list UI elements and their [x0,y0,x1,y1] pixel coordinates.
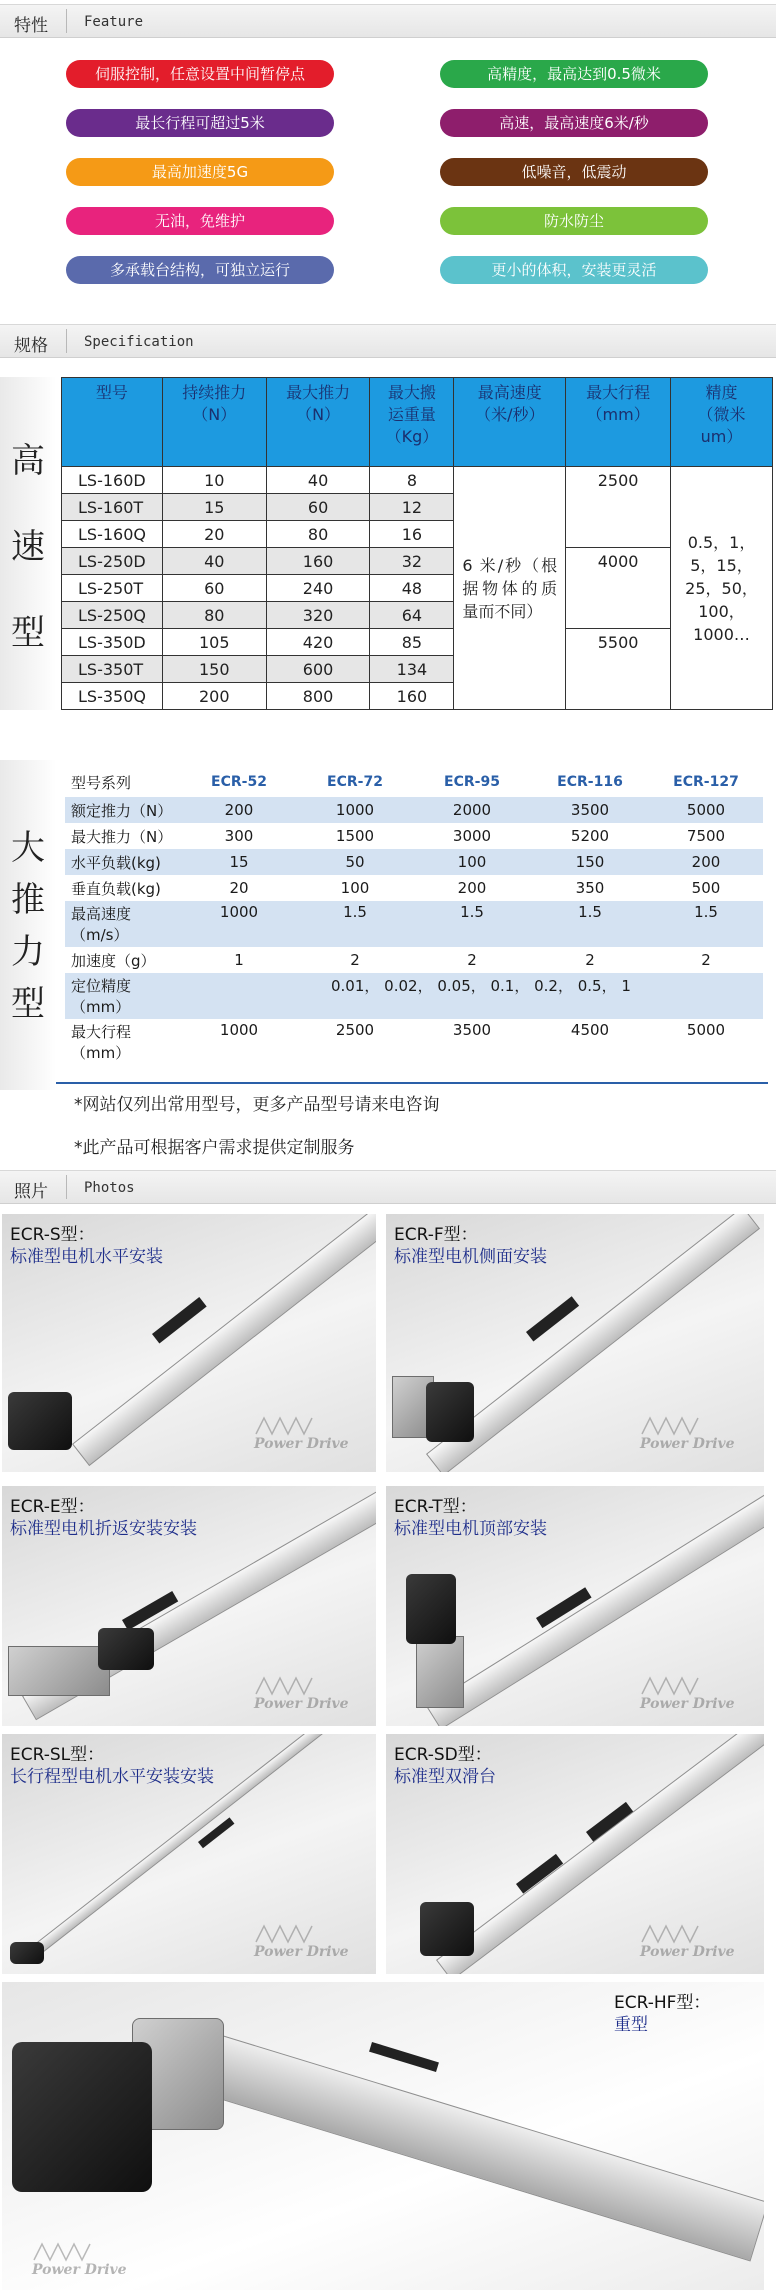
feature-pill: 最高加速度5G [66,158,334,186]
series-header: ECR-52 [211,774,267,790]
row-label [65,973,181,1019]
cell-value: 1.5 [531,901,649,947]
cell-cont: 20 [162,521,266,548]
cell-value: 4500 [570,1021,610,1039]
cell-cont: 10 [162,467,266,494]
cell-load: 64 [370,602,454,629]
row-label-line: 定位精度 [71,977,132,995]
high-thrust-spec-table [65,767,763,1065]
power-drive-watermark: Power Drive [640,1414,735,1452]
cell-model: LS-350D [62,629,163,656]
cell-cont: 15 [162,494,266,521]
table-row [65,875,763,901]
gearbox [416,1636,464,1708]
table-row [62,467,773,494]
column-header-line: 运重量 [387,405,436,424]
cell-load: 134 [370,656,454,683]
column-header-line: 型号 [95,383,128,402]
cell-speed: 6 米/秒（根据物体的质量而不同） [454,467,566,710]
carriage [152,1297,207,1343]
cell-max: 160 [266,548,370,575]
column-header-line: （N） [192,405,237,424]
table-row [65,797,763,823]
column-header-line: 最大行程 [586,383,651,402]
row-label-unit: （m/s） [71,926,129,944]
feature-pill: 更小的体积，安装更灵活 [440,256,708,284]
photos-header-en: Photos [84,1180,135,1196]
cell-value: 2 [350,951,360,969]
table-row [62,548,773,575]
cell-value: 7500 [686,827,726,845]
note-custom: *此产品可根据客户需求提供定制服务 [74,1138,355,1158]
cell-value: 5200 [570,827,610,845]
column-header-line: 精度 [705,383,738,402]
cell-load: 16 [370,521,454,548]
cell-value: 1000 [297,797,413,823]
series-header: ECR-116 [557,774,623,790]
cell-max: 420 [266,629,370,656]
cell-value: 1000 [219,1021,259,1039]
cell-value: 5000 [686,1021,726,1039]
photo-title: ECR-E型： [10,1497,95,1517]
cell-value: 100 [413,849,531,875]
cell-max: 40 [266,467,370,494]
column-header [566,378,671,467]
photo-title: ECR-T型： [394,1497,477,1517]
header-divider [66,9,67,33]
column-header-line: 持续推力 [182,383,247,402]
column-header-line: （N） [296,405,341,424]
note-models: *网站仅列出常用型号，更多产品型号请来电咨询 [74,1095,440,1115]
side-char: 推 [11,880,45,920]
photo-desc: 标准型电机折返安装安装 [10,1519,197,1539]
photo-desc: 标准型电机顶部安装 [394,1519,547,1539]
servo-motor [426,1382,474,1442]
cell-value: 1.5 [649,901,763,947]
carriage [369,2042,439,2072]
photo-ecr-f [386,1214,764,1472]
cell-cont: 150 [162,656,266,683]
cell-model: LS-250Q [62,602,163,629]
cell-value: 1500 [335,827,375,845]
photo-title: ECR-S型： [10,1225,95,1245]
high-speed-spec-table [61,377,773,710]
cell-value: 5000 [649,797,763,823]
row-label [65,947,181,973]
cell-load: 12 [370,494,454,521]
cell-stroke: 5500 [566,629,671,710]
table-row [65,901,763,947]
cell-model: LS-160Q [62,521,163,548]
table-row [65,823,763,849]
column-header-line: （mm） [586,405,650,424]
photo-ecr-e [2,1486,376,1726]
table-row [65,849,763,875]
photo-ecr-hf [2,1982,764,2290]
cell-value: 500 [691,879,721,897]
power-drive-watermark: Power Drive [254,1414,349,1452]
cell-value: 150 [531,849,649,875]
side-char: 高 [11,441,45,481]
cell-model: LS-350Q [62,683,163,710]
cell-value: 100 [340,879,370,897]
feature-pill: 多承载台结构，可独立运行 [66,256,334,284]
side-char: 力 [11,932,45,972]
carriage [526,1296,579,1341]
series-header: ECR-95 [444,774,500,790]
row-label-line: 垂直负载(kg) [71,879,161,898]
side-char: 速 [11,527,45,567]
cell-value: 200 [457,879,487,897]
cell-max: 320 [266,602,370,629]
cell-max: 600 [266,656,370,683]
table-header-row [65,767,763,797]
cell-model: LS-350T [62,656,163,683]
feature-header [0,4,776,38]
column-header-line: （米/秒） [475,405,545,424]
photo-title: ECR-F型： [394,1225,478,1245]
header-divider [66,1175,67,1199]
cell-cont: 200 [162,683,266,710]
cell-value: 3500 [452,1021,492,1039]
cell-value: 20 [229,879,249,897]
photo-desc: 长行程型电机水平安装安装 [10,1767,214,1787]
cell-value: 1.5 [413,901,531,947]
side-char: 大 [11,828,45,868]
photo-title: ECR-SD型： [394,1745,492,1765]
row-label-line: 最大推力（N） [71,827,173,846]
photo-ecr-s [2,1214,376,1472]
feature-header-cn: 特性 [14,16,48,36]
column-header [266,378,370,467]
cell-load: 48 [370,575,454,602]
cell-value: 2 [701,951,711,969]
power-drive-watermark: Power Drive [254,1922,349,1960]
feature-pill: 高精度，最高达到0.5微米 [440,60,708,88]
linear-rail [194,2032,764,2261]
header-divider [66,329,67,353]
cell-model: LS-160D [62,467,163,494]
row-label [65,849,181,875]
photo-ecr-sl [2,1734,376,1974]
series-header: ECR-127 [673,774,739,790]
cell-value: 1 [234,951,244,969]
cell-model: LS-250D [62,548,163,575]
row-label [65,901,181,947]
cell-value: 2 [467,951,477,969]
table-row [65,973,763,1019]
photo-title: ECR-SL型： [10,1745,105,1765]
high-thrust-side-title [0,760,56,1090]
cell-value: 300 [224,827,254,845]
row-label-line: 水平负载(kg) [71,853,161,872]
cell-value: 2 [585,951,595,969]
row-label-line: 最大行程 [71,1023,132,1041]
power-drive-watermark: Power Drive [640,1674,735,1712]
side-char: 型 [11,984,45,1024]
column-header-line: 最高速度 [477,383,542,402]
table-header-row [62,378,773,467]
row-label-unit: （mm） [71,1044,131,1062]
row-label [65,797,181,823]
column-header [62,378,163,467]
column-header [671,378,773,467]
row-label [65,875,181,901]
cell-cont: 60 [162,575,266,602]
spec-header [0,324,776,358]
feature-header-en: Feature [84,14,144,30]
cell-value: 200 [649,849,763,875]
photos-header [0,1170,776,1204]
cell-value: 1000 [181,901,297,947]
feature-pill: 伺服控制，任意设置中间暂停点 [66,60,334,88]
cell-stroke: 2500 [566,467,671,548]
photo-desc: 标准型电机侧面安装 [394,1247,547,1267]
cell-load: 160 [370,683,454,710]
photo-title: ECR-HF型： [614,1993,711,2013]
side-char: 型 [11,613,45,653]
table-row [62,629,773,656]
feature-pill: 最长行程可超过5米 [66,109,334,137]
feature-pill: 低噪音，低震动 [440,158,708,186]
spec-header-cn: 规格 [14,336,48,356]
cell-load: 32 [370,548,454,575]
row-label [65,823,181,849]
cell-precision: 0.01， 0.02， 0.05， 0.1， 0.2， 0.5， 1 [181,973,763,1019]
feature-pill: 高速，最高速度6米/秒 [440,109,708,137]
row-label-line: 最高速度 [71,905,132,923]
power-drive-watermark: Power Drive [32,2240,127,2278]
column-header-line: um） [700,427,743,446]
cell-value: 2000 [413,797,531,823]
table-bottom-rule [56,1082,768,1084]
column-header-line: （微米 [697,405,746,424]
column-header [370,378,454,467]
row-label-line: 加速度（g） [71,951,156,970]
row-label-unit: （mm） [71,998,131,1016]
cell-model: LS-160T [62,494,163,521]
series-header: ECR-72 [327,774,383,790]
row-label-line: 额定推力（N） [71,801,173,820]
cell-value: 3000 [452,827,492,845]
feature-pill: 无油，免维护 [66,207,334,235]
power-drive-watermark: Power Drive [640,1922,735,1960]
servo-motor [98,1628,154,1670]
cell-cont: 105 [162,629,266,656]
cell-value: 2500 [335,1021,375,1039]
cell-value: 1.5 [297,901,413,947]
spec-header-en: Specification [84,334,194,350]
photo-desc: 重型 [614,2015,648,2035]
table-row [65,947,763,973]
servo-motor [8,1392,72,1450]
servo-motor [12,2042,152,2192]
high-speed-side-title [0,377,56,710]
photo-ecr-t [386,1486,764,1726]
cell-value: 200 [181,797,297,823]
servo-motor [406,1574,456,1644]
power-drive-watermark: Power Drive [254,1674,349,1712]
servo-motor [10,1942,44,1964]
cell-load: 85 [370,629,454,656]
cell-model: LS-250T [62,575,163,602]
column-header [454,378,566,467]
feature-pill: 防水防尘 [440,207,708,235]
photos-header-cn: 照片 [14,1182,48,1202]
cell-value: 50 [297,849,413,875]
header-label: 型号系列 [71,773,132,792]
cell-value: 15 [181,849,297,875]
photo-desc: 标准型电机水平安装 [10,1247,163,1267]
cell-load: 8 [370,467,454,494]
cell-value: 3500 [531,797,649,823]
cell-max: 60 [266,494,370,521]
cell-max: 80 [266,521,370,548]
photo-desc: 标准型双滑台 [394,1767,496,1787]
cell-stroke: 4000 [566,548,671,629]
cell-cont: 80 [162,602,266,629]
column-header-line: （Kg） [385,427,439,446]
column-header-line: 最大搬 [387,383,436,402]
photo-ecr-sd [386,1734,764,1974]
cell-cont: 40 [162,548,266,575]
cell-max: 800 [266,683,370,710]
cell-value: 350 [575,879,605,897]
column-header [162,378,266,467]
cell-max: 240 [266,575,370,602]
gearbox [8,1646,110,1696]
cell-precision: 0.5，1，5，15，25，50，100，1000… [671,467,773,710]
servo-motor [420,1902,474,1956]
table-row [65,1019,763,1065]
row-label [65,1019,181,1065]
column-header-line: 最大推力 [286,383,351,402]
